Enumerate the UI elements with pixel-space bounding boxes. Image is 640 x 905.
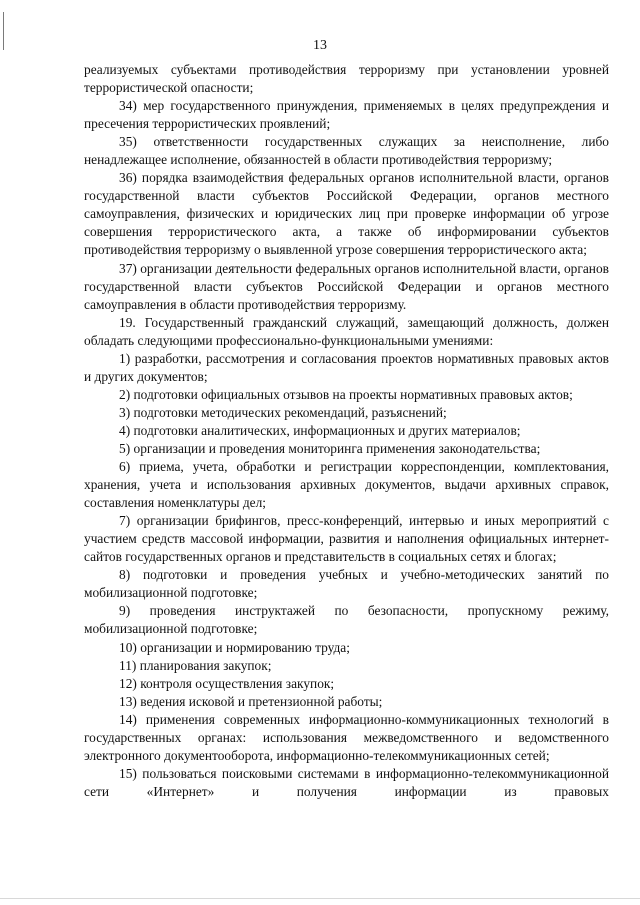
skill-item-9: 9) проведения инструктажей по безопасности, пропускному режиму, мобилизационной подготовке; xyxy=(84,603,609,637)
list-item-35: 35) ответственности государственных служащих за неисполнение, либо ненадлежащее исполнение, обязанностей в области противодействия терроризму; xyxy=(84,134,609,168)
skill-item-1: 1) разработки, рассмотрения и согласования проектов нормативных правовых актов и других документов; xyxy=(84,350,609,384)
skill-item-13: 13) ведения исковой и претензионной работы; xyxy=(119,693,383,709)
list-item-36: 36) порядка взаимодействия федеральных органов исполнительной власти, органов государственной власти субъектов Российской Федерации, органов местного самоуправления, физических и юридических лиц при проверке информации об угрозе совершения террористического акта, а также об информировании субъектов противодействия терроризму о выявленной угрозе совершения террористического акта; xyxy=(84,170,609,258)
list-item-34: 34) мер государственного принуждения, применяемых в целях предупреждения и пресечения террористических проявлений; xyxy=(84,98,609,132)
page-bottom-edge xyxy=(0,898,640,899)
skill-item-8: 8) подготовки и проведения учебных и учебно-методических занятий по мобилизационной подготовке; xyxy=(84,567,609,601)
skill-item-7: 7) организации брифингов, пресс-конференций, интервью и иных мероприятий с участием средств массовой информации, развития и наполнения официальных интернет-сайтов государственных органов и представительств в социальных сетях и блогах; xyxy=(84,513,609,565)
skill-item-15: 15) пользоваться поисковыми системами в информационно-телекоммуникационной сети «Интернет» и получения информации из правовых xyxy=(84,765,609,799)
paragraph-continuation: реализуемых субъектами противодействия терроризму при установлении уровней террористической опасности; xyxy=(84,62,609,96)
section-19-heading: 19. Государственный гражданский служащий, замещающий должность, должен обладать следующими профессионально-функциональными умениями: xyxy=(84,314,609,348)
list-item-37: 37) организации деятельности федеральных органов исполнительной власти, органов государственной власти субъектов Российской Федерации и органов местного самоуправления в области противодействия терроризму. xyxy=(84,260,609,312)
skill-item-2: 2) подготовки официальных отзывов на проекты нормативных правовых актов; xyxy=(119,386,573,402)
skill-item-5: 5) организации и проведения мониторинга применения законодательства; xyxy=(119,440,541,456)
page-number: 13 xyxy=(313,38,327,53)
skill-item-14: 14) применения современных информационно-коммуникационных технологий в государственных органах: использования межведомственного и ведомственного электронного документооборота, информационно-телекоммуникационных сетей; xyxy=(84,711,609,763)
skill-item-12: 12) контроля осуществления закупок; xyxy=(119,675,335,691)
skill-item-3: 3) подготовки методических рекомендаций, разъяснений; xyxy=(119,404,447,420)
skill-item-10: 10) организации и нормированию труда; xyxy=(119,639,350,655)
skill-item-11: 11) планирования закупок; xyxy=(119,657,272,673)
skill-item-4: 4) подготовки аналитических, информационных и других материалов; xyxy=(119,422,521,438)
skill-item-6: 6) приема, учета, обработки и регистрации корреспонденции, комплектования, хранения, учета и использования архивных документов, выдачи архивных справок, составления номенклатуры дел; xyxy=(84,459,609,511)
document-body xyxy=(84,61,609,801)
